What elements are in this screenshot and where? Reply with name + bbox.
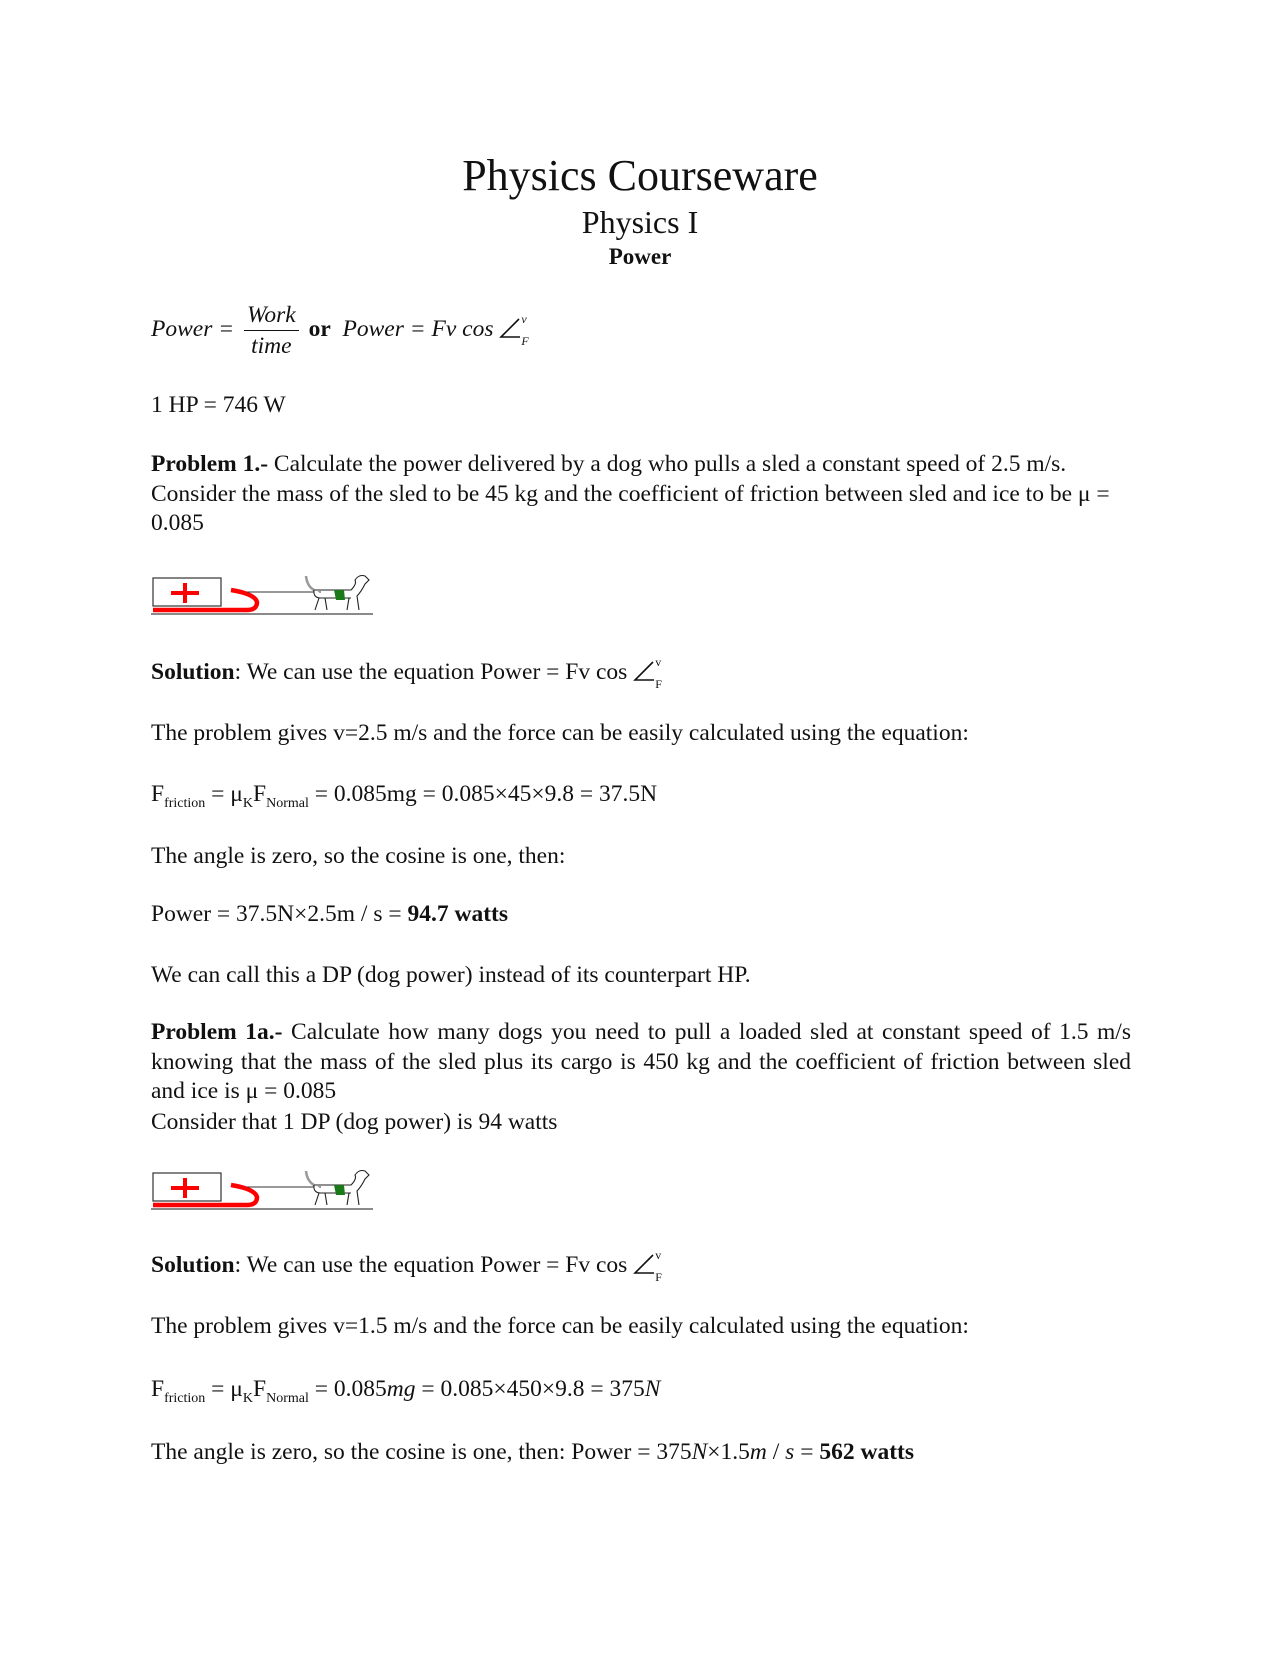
problem-1-given: The problem gives v=2.5 m/s and the force can be easily calculated using the equation: xyxy=(151,720,969,746)
problem-1a-friction-equation: $F_{friction} = \mu_KF_{Normal} = 0.085mg = 0.085\times 450\times 9.8 = 375N$ xyxy=(151,1376,661,1406)
document-title: Physics Courseware xyxy=(462,151,818,200)
problem-1-solution-intro: Solution: We can use the equation Power = Fv cos v F xyxy=(151,655,662,691)
problem-1a-solution-intro: Solution: We can use the equation Power = Fv cos v F xyxy=(151,1248,662,1284)
angle-icon: v F xyxy=(633,660,659,684)
fraction-numerator: Work xyxy=(244,300,299,331)
formula-lhs: Power = xyxy=(151,315,235,342)
problem-1-label: Problem 1.- xyxy=(151,451,269,477)
document-subtitle: Physics I xyxy=(581,204,699,240)
mu-value: μ = 0.085 xyxy=(151,480,1110,536)
dog-sled-illustration xyxy=(151,1165,373,1221)
mu-value: μ = 0.085 xyxy=(245,1078,337,1104)
work-over-time-fraction xyxy=(244,300,299,361)
problem-1a-statement: Problem 1a.- Calculate how many dogs you need to pull a loaded sled at constant speed of 1.5 m/s knowing that the mass of the sled plus its cargo is 450 kg and the coefficient of friction between sled and ice is μ = 0.085 xyxy=(151,1019,1131,1104)
solution-label: Solution xyxy=(151,1252,235,1278)
power-answer: 94.7 watts xyxy=(407,901,509,927)
solution-label: Solution xyxy=(151,659,235,685)
problem-1-friction-equation: $F_{friction} = \mu_KF_{Normal} = 0.085mg = 0.085\times 45\times 9.8 = 37.5N$ xyxy=(151,781,658,811)
problem-1-statement: Problem 1.- Calculate the power delivered by a dog who pulls a sled a constant speed of 2.5 m/s. Consider the mass of the sled to be 45 kg and the coefficient of friction between sled and ice to be μ = 0.085 xyxy=(151,451,1110,536)
angle-icon: v F xyxy=(499,317,525,341)
or-label: or xyxy=(308,315,331,342)
problem-1a-power-result: The angle is zero, so the cosine is one, then: Power = 375N×1.5m / s = 562 watts xyxy=(151,1439,914,1465)
problem-1a-dp-assumption: Consider that 1 DP (dog power) is 94 watts xyxy=(151,1109,558,1135)
problem-1-angle-note: The angle is zero, so the cosine is one, then: xyxy=(151,843,566,869)
power-formula xyxy=(151,300,529,361)
formula-rhs: Power = Fv cos xyxy=(342,315,494,342)
problem-1-power-result: Power = 37.5N×2.5m / s = 94.7 watts xyxy=(151,901,509,927)
dog-sled-illustration xyxy=(151,570,373,626)
angle-icon: v F xyxy=(633,1253,659,1277)
fraction-denominator: time xyxy=(251,333,292,359)
problem-1a-given: The problem gives v=1.5 m/s and the force can be easily calculated using the equation: xyxy=(151,1313,969,1339)
hp-conversion: 1 HP = 746 W xyxy=(151,392,286,418)
section-heading: Power xyxy=(608,244,672,269)
power-answer: 562 watts xyxy=(819,1439,914,1465)
dog-power-note: We can call this a DP (dog power) instead of its counterpart HP. xyxy=(151,962,751,988)
problem-1a-label: Problem 1a.- xyxy=(151,1019,283,1045)
